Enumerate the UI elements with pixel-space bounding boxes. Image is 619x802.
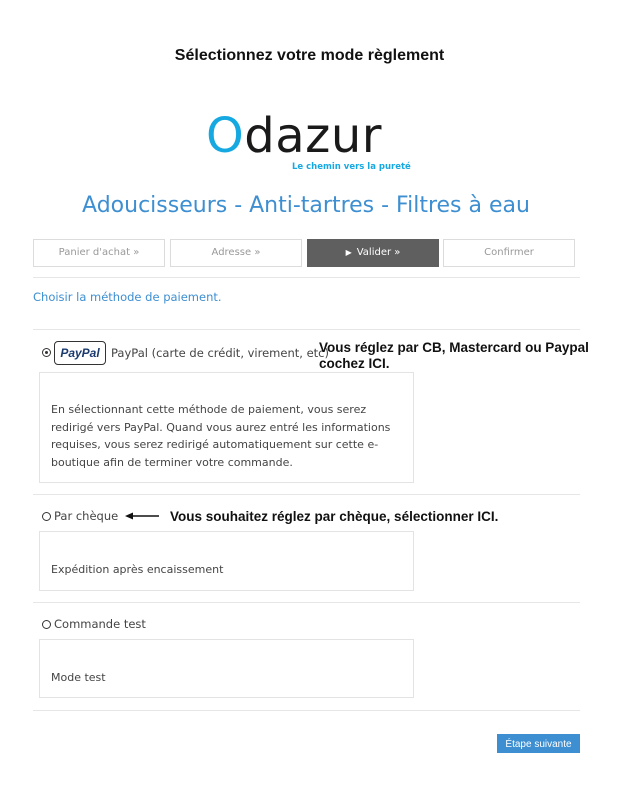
paypal-logo: PayPal: [54, 341, 106, 365]
odazur-logo[interactable]: [206, 108, 416, 180]
paypal-option-label[interactable]: PayPal (carte de crédit, virement, etc): [111, 346, 329, 360]
caret-right-icon: ▶: [345, 248, 352, 257]
cheque-annotation: Vous souhaitez réglez par chèque, sélectionner ICI.: [170, 509, 499, 524]
paypal-annotation: Vous réglez par CB, Mastercard ou Paypal cochez ICI.: [319, 340, 589, 371]
logo-letter-o: O: [206, 108, 245, 164]
step-cart-label: Panier d'achat »: [58, 247, 140, 258]
divider: [33, 329, 580, 330]
site-title: Adoucisseurs - Anti-tartres - Filtres à eau: [82, 193, 530, 218]
divider: [33, 277, 580, 278]
step-address[interactable]: [170, 239, 302, 267]
cheque-description: Expédition après encaissement: [51, 563, 224, 576]
paypal-description: En sélectionnant cette méthode de paiement, vous serez redirigé vers PayPal. Quand vous aurez entré les informations requises, vous serez redirigé automatiquement sur cette e-boutique afin de terminer votre commande.: [51, 403, 391, 469]
cheque-option-label[interactable]: Par chèque: [54, 509, 119, 523]
cheque-description-box: [39, 531, 414, 591]
logo-wordmark: [206, 108, 382, 164]
step-validate[interactable]: [307, 239, 439, 267]
divider: [33, 602, 580, 603]
logo-tagline: Le chemin vers la pureté: [292, 162, 411, 172]
choose-payment-method-label: Choisir la méthode de paiement.: [33, 290, 222, 304]
test-order-description: Mode test: [51, 671, 106, 684]
logo-letters: dazur: [244, 108, 383, 164]
paypal-radio[interactable]: [42, 348, 51, 357]
divider: [33, 494, 580, 495]
next-step-button[interactable]: Étape suivante: [497, 734, 580, 753]
step-validate-label: Valider »: [356, 247, 401, 258]
cheque-radio[interactable]: [42, 512, 51, 521]
step-confirm-label: Confirmer: [484, 247, 534, 258]
step-cart[interactable]: [33, 239, 165, 267]
page-heading: Sélectionnez votre mode règlement: [174, 47, 445, 64]
divider: [33, 710, 580, 711]
test-order-description-box: [39, 639, 414, 698]
test-order-option-label[interactable]: Commande test: [54, 617, 146, 631]
step-address-label: Adresse »: [211, 247, 261, 258]
step-confirm[interactable]: [443, 239, 575, 267]
paypal-description-box: [39, 372, 414, 483]
arrow-left-icon: [125, 510, 160, 522]
test-order-radio[interactable]: [42, 620, 51, 629]
